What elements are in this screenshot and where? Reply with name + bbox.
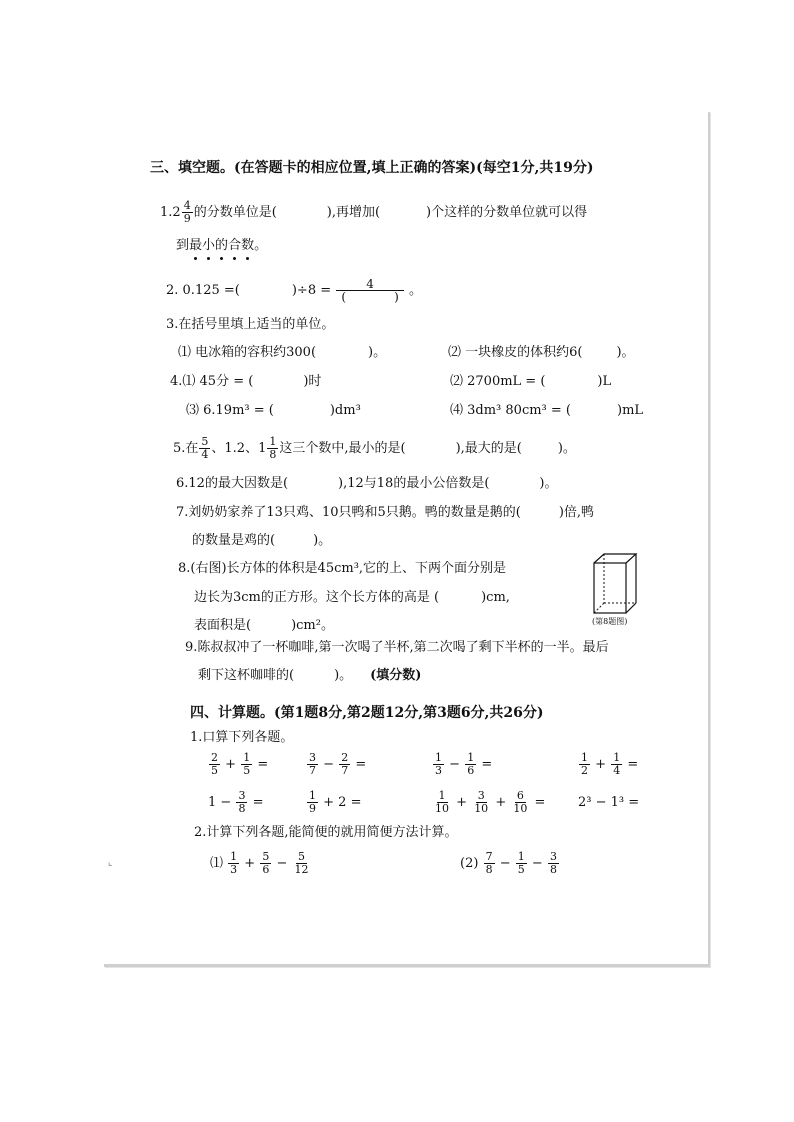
question-9-line1: 9.陈叔叔冲了一杯咖啡,第一次喝了半杯,第二次喝了剩下半杯的一半。最后 — [185, 640, 609, 655]
q1-emph-char: 的 — [215, 238, 229, 253]
frac-bottom: 5 — [211, 764, 218, 777]
q5-mid1: 、1.2、1 — [211, 441, 267, 456]
equals: = — [481, 757, 493, 772]
q3a-text: ⑴ 电冰箱的容积约300( — [178, 345, 317, 360]
fraction — [307, 752, 318, 777]
scan-mark: ⌞ — [108, 858, 113, 868]
q6-mid: ),12与18的最小公倍数是( — [338, 476, 490, 491]
question-7-line1 — [176, 505, 594, 521]
frac-bottom: 10 — [513, 802, 528, 815]
calc-label: ⑴ — [210, 856, 224, 871]
q1-emph-char: 合 — [228, 238, 242, 253]
operator: − — [449, 757, 461, 772]
operator: − — [323, 757, 335, 772]
q1-number: 1. — [160, 205, 173, 220]
frac-top: 1 — [435, 751, 442, 764]
operator: + — [225, 757, 237, 772]
question-1-line2 — [176, 238, 267, 254]
frac-top: 1 — [517, 850, 525, 863]
equals: = — [627, 757, 639, 772]
frac-bottom: 8 — [485, 863, 493, 876]
question-9-line2 — [198, 668, 421, 684]
equals: = — [257, 757, 269, 772]
frac-top: 1 — [467, 751, 475, 764]
oral-expr-4 — [578, 752, 638, 777]
q7-line1-end: )倍,鸭 — [558, 505, 595, 520]
fraction — [293, 851, 311, 876]
question-4-3 — [186, 403, 361, 419]
frac-bottom: 10 — [474, 802, 489, 815]
fraction — [484, 851, 495, 876]
q5-mid3: ),最大的是( — [455, 441, 522, 456]
q4-4-end: )mL — [617, 403, 644, 418]
calc-expr-1 — [210, 851, 312, 876]
frac-top: 1 — [613, 751, 621, 764]
fraction — [228, 851, 239, 876]
cuboid-front-face — [594, 563, 626, 613]
q5-f1-top: 5 — [201, 435, 209, 448]
frac-bottom: 4 — [613, 764, 621, 777]
q9-line2: 剩下这杯咖啡的( — [198, 668, 295, 683]
frac-bottom: 7 — [309, 764, 316, 777]
frac-top: 6 — [516, 789, 524, 802]
frac-top: 2 — [211, 751, 218, 764]
frac-bottom: 5 — [243, 764, 251, 777]
q4-2-end: )L — [597, 374, 612, 389]
q4-3-text: ⑶ 6.19m³ = ( — [186, 403, 274, 418]
frac-top: 1 — [438, 789, 446, 802]
q2-frac-bottom-left: ( — [341, 290, 347, 304]
section4-sub2: 2.计算下列各题,能简便的就用简便方法计算。 — [194, 825, 458, 840]
fraction — [260, 851, 271, 876]
q4-3-end: )dm³ — [329, 403, 361, 418]
frac-top: 3 — [238, 789, 246, 802]
fraction — [516, 851, 527, 876]
question-4-4 — [450, 403, 643, 419]
question-4-1 — [170, 374, 321, 390]
figure-8-caption: (第8题图) — [592, 617, 628, 626]
operator: + — [244, 856, 256, 871]
q3a-end: )。 — [368, 345, 387, 360]
q2-end: 。 — [409, 283, 423, 298]
q8-line2-end: )cm, — [481, 590, 510, 605]
question-7-line2 — [192, 533, 331, 549]
frac-bottom: 8 — [549, 863, 557, 876]
frac-top: 1 — [581, 751, 588, 764]
q2-fraction — [336, 278, 404, 303]
frac-top: 3 — [309, 751, 316, 764]
fraction — [548, 851, 559, 876]
oral-expr-1 — [208, 752, 268, 777]
operator: − — [499, 856, 511, 871]
frac-bottom: 5 — [517, 863, 525, 876]
question-4-2 — [450, 374, 611, 390]
q5-f1-bottom: 4 — [201, 448, 209, 461]
oral-expr-8: 2³ − 1³ = — [578, 795, 640, 810]
q1-emph-char: 小 — [202, 238, 216, 253]
oral-expr-7 — [432, 790, 545, 815]
question-3b — [448, 345, 635, 361]
q1-frac-bottom: 9 — [183, 212, 191, 225]
fraction — [339, 752, 350, 777]
q4-2-text: ⑵ 2700mL = ( — [450, 374, 546, 389]
frac-bottom: 8 — [238, 802, 246, 815]
frac-top: 1 — [243, 751, 251, 764]
equals: = — [355, 757, 367, 772]
q5-end: )。 — [557, 441, 576, 456]
q2-frac-top: 4 — [336, 278, 404, 291]
fraction — [611, 752, 622, 777]
fraction — [511, 790, 529, 815]
question-3a — [178, 345, 386, 361]
frac-top: 7 — [485, 850, 493, 863]
question-8-line2 — [194, 590, 510, 606]
fraction — [236, 790, 247, 815]
frac-bottom: 9 — [309, 802, 316, 815]
q7-line2-end: )。 — [313, 533, 332, 548]
q1-emph-char: 数 — [241, 238, 255, 253]
fraction — [307, 790, 318, 815]
frac-bottom: 10 — [435, 802, 449, 815]
q1-fraction — [182, 200, 193, 225]
frac-bottom: 3 — [230, 863, 238, 876]
operand: 1 − — [208, 795, 232, 810]
operand: + 2 = — [323, 795, 362, 810]
cuboid-hidden-edge-diagonal — [594, 603, 604, 613]
q5-pre: 5.在 — [173, 441, 199, 456]
operator: + — [495, 795, 507, 810]
section3-header: 三、填空题。(在答题卡的相应位置,填上正确的答案)(每空1分,共19分) — [150, 160, 594, 176]
fraction — [433, 752, 444, 777]
q1-part-c: )个这样的分数单位就可以得 — [426, 205, 588, 220]
fraction — [579, 752, 590, 777]
q1-whole: 2 — [172, 205, 181, 220]
frac-bottom: 7 — [341, 764, 349, 777]
q8-line2: 边长为3cm的正方形。这个长方体的高是 ( — [194, 590, 440, 605]
frac-bottom: 3 — [435, 764, 442, 777]
frac-bottom: 6 — [262, 863, 270, 876]
section4-sub1: 1.口算下列各题。 — [190, 730, 294, 745]
cuboid-figure — [592, 551, 640, 617]
operator: − — [276, 856, 288, 871]
oral-expr-5 — [208, 790, 263, 815]
frac-top: 1 — [230, 850, 238, 863]
equals: = — [252, 795, 264, 810]
q2-left: 2. 0.125 =( — [166, 283, 240, 298]
frac-top: 3 — [477, 789, 485, 802]
q2-frac-bottom — [339, 291, 400, 303]
frac-top: 5 — [298, 850, 306, 863]
q2-frac-bottom-right: ) — [394, 290, 399, 304]
operator: − — [531, 856, 543, 871]
cuboid-bottom-edge — [626, 603, 636, 613]
q3b-end: )。 — [616, 345, 635, 360]
question-6 — [176, 476, 557, 492]
question-8-line3 — [194, 618, 334, 634]
q4-1-end: )时 — [303, 374, 322, 389]
q7-line1: 7.刘奶奶家养了13只鸡、10只鸭和5只鹅。鸭的数量是鹅的( — [176, 505, 521, 520]
fraction — [209, 752, 220, 777]
frac-top: 2 — [341, 751, 349, 764]
oral-expr-3 — [432, 752, 492, 777]
q1-line2-pre: 到 — [176, 238, 190, 253]
question-8-line1: 8.(右图)长方体的体积是45cm³,它的上、下两个面分别是 — [178, 561, 507, 576]
q1-part-b: ),再增加( — [326, 205, 381, 220]
question-1-line1 — [160, 200, 587, 225]
q7-line2: 的数量是鸡的( — [192, 533, 276, 548]
frac-bottom: 2 — [581, 764, 588, 777]
q8-line3-end: )cm²。 — [291, 618, 334, 633]
question-3-title: 3.在括号里填上适当的单位。 — [166, 317, 335, 332]
q5-mid2: 这三个数中,最小的是( — [279, 441, 406, 456]
oral-expr-6 — [306, 790, 361, 815]
q4-1-text: 4.⑴ 45分 = ( — [170, 374, 254, 389]
q8-line3: 表面积是( — [194, 618, 252, 633]
fraction — [472, 790, 490, 815]
operator: + — [595, 757, 607, 772]
calc-label: (2) — [460, 856, 479, 871]
q5-f2-top: 1 — [269, 435, 277, 448]
section4-header: 四、计算题。(第1题8分,第2题12分,第3题6分,共26分) — [190, 705, 544, 721]
q5-fraction-1 — [199, 436, 210, 461]
q4-4-text: ⑷ 3dm³ 80cm³ = ( — [450, 403, 571, 418]
equals: = — [534, 795, 546, 810]
frac-top: 1 — [309, 789, 316, 802]
q6-end: )。 — [539, 476, 558, 491]
q5-f2-bottom: 8 — [269, 448, 277, 461]
operator: + — [456, 795, 468, 810]
oral-expr-2 — [306, 752, 366, 777]
frac-bottom: 6 — [467, 764, 475, 777]
q2-mid: )÷8 = — [291, 283, 332, 298]
frac-top: 3 — [549, 850, 557, 863]
question-2 — [166, 278, 422, 303]
q9-line2-end: )。 — [334, 668, 353, 683]
q1-emph-char: 最 — [189, 238, 203, 253]
q1-line2-end: 。 — [254, 238, 268, 253]
fraction — [465, 752, 476, 777]
frac-bottom: 12 — [294, 863, 309, 876]
q6-text: 6.12的最大因数是( — [176, 476, 289, 491]
cuboid-top-face — [594, 554, 636, 563]
frac-top: 5 — [262, 850, 270, 863]
q5-fraction-2 — [267, 436, 278, 461]
q3b-text: ⑵ 一块橡皮的体积约6( — [448, 345, 583, 360]
fraction — [241, 752, 252, 777]
fraction — [433, 790, 451, 815]
question-5 — [173, 436, 576, 461]
calc-expr-2 — [460, 851, 560, 876]
q9-note: (填分数) — [370, 668, 422, 683]
q1-part-a: 的分数单位是( — [193, 205, 277, 220]
q1-frac-top: 4 — [183, 199, 191, 212]
